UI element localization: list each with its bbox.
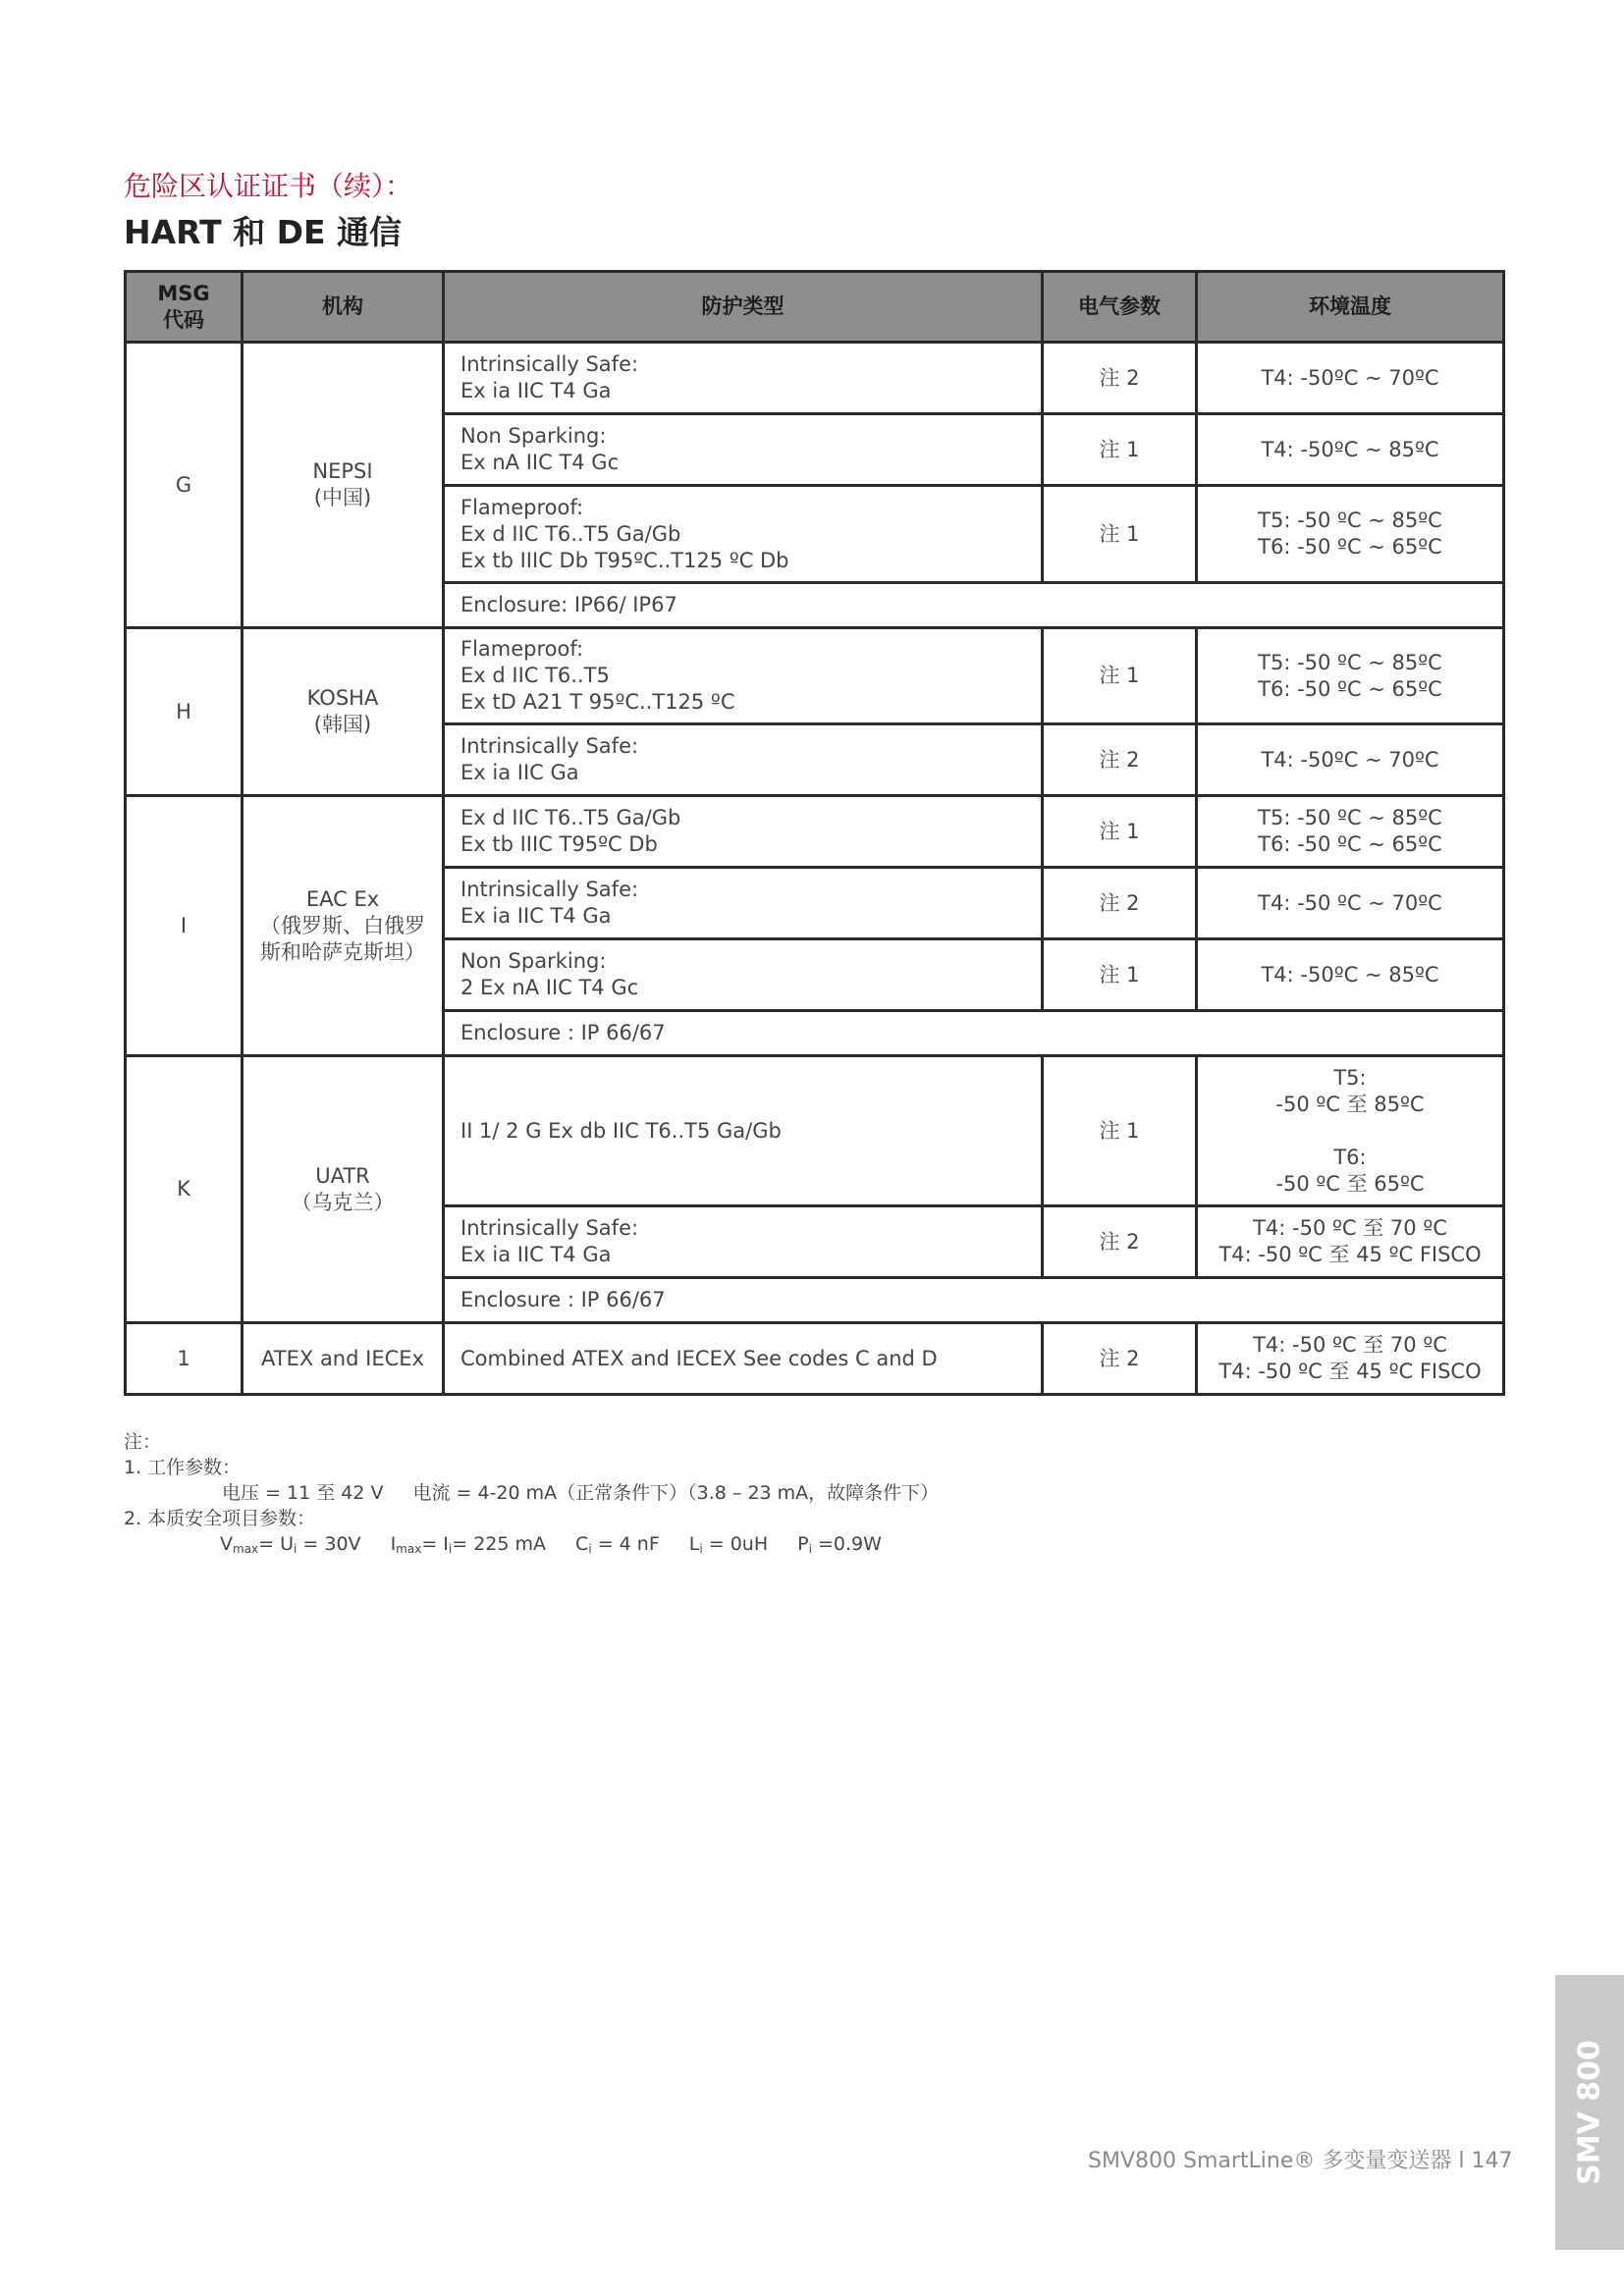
- enclosure-cell: Enclosure : IP 66/67: [444, 1011, 1504, 1056]
- table-row: [126, 796, 1504, 868]
- side-tab: [1555, 1975, 1624, 2250]
- param-voltage: $V_{max}= U_i = 30V$: [220, 1533, 361, 1556]
- header-protection-type: 防护类型: [444, 272, 1043, 343]
- protection-cell: Intrinsically Safe: Ex ia IIC T4 Ga: [444, 343, 1043, 414]
- electrical-cell: 注 1: [1043, 1056, 1197, 1206]
- temperature-cell: T4: -50ºC ~ 85ºC: [1197, 939, 1504, 1011]
- notes-heading: 注：: [124, 1431, 162, 1453]
- electrical-cell: 注 2: [1043, 343, 1197, 414]
- agency-cell: ATEX and IECEx: [243, 1323, 444, 1395]
- note-1-title: 1. 工作参数：: [124, 1457, 242, 1478]
- protection-cell: Intrinsically Safe: Ex ia IIC T4 Ga: [444, 868, 1043, 939]
- protection-cell: Non Sparking: Ex nA IIC T4 Gc: [444, 414, 1043, 486]
- header-msg-code: MSG 代码: [126, 272, 243, 343]
- protection-cell: Intrinsically Safe: Ex ia IIC Ga: [444, 724, 1043, 796]
- protection-cell: Ex d IIC T6..T5 Ga/Gb Ex tb IIIC T95ºC Db: [444, 796, 1043, 868]
- agency-cell: EAC Ex （俄罗斯、白俄罗 斯和哈萨克斯坦）: [243, 796, 444, 1056]
- table-row: [126, 343, 1504, 414]
- protection-cell: Flameproof: Ex d IIC T6..T5 Ex tD A21 T 95ºC..T125 ºC: [444, 628, 1043, 724]
- protection-cell: II 1/ 2 G Ex db IIC T6..T5 Ga/Gb: [444, 1056, 1043, 1206]
- temperature-cell: T4: -50 ºC 至 70 ºC T4: -50 ºC 至 45 ºC FISCO: [1197, 1206, 1504, 1278]
- table-row: [126, 628, 1504, 724]
- agency-cell: KOSHA (韩国): [243, 628, 444, 796]
- table-row: [126, 1323, 1504, 1395]
- certification-table: [124, 270, 1505, 1396]
- param-inductance: $L_i = 0uH$: [688, 1533, 769, 1556]
- electrical-cell: 注 2: [1043, 1323, 1197, 1395]
- header-agency: 机构: [243, 272, 444, 343]
- table-row: [126, 1056, 1504, 1206]
- param-current: $I_{max}= I_i= 225$ mA: [390, 1533, 547, 1556]
- temperature-cell: T4: -50 ºC ~ 70ºC: [1197, 868, 1504, 939]
- protection-cell: Non Sparking: 2 Ex nA IIC T4 Gc: [444, 939, 1043, 1011]
- electrical-cell: 注 2: [1043, 868, 1197, 939]
- electrical-cell: 注 1: [1043, 796, 1197, 868]
- current-range: 电流 = 4-20 mA（正常条件下）（3.8 – 23 mA，故障条件下）: [412, 1482, 940, 1504]
- msg-code-cell: K: [126, 1056, 243, 1323]
- electrical-cell: 注 1: [1043, 939, 1197, 1011]
- table-header-row: [126, 272, 1504, 343]
- note-2-title: 2. 本质安全项目参数：: [124, 1508, 316, 1529]
- msg-code-cell: 1: [126, 1323, 243, 1395]
- side-tab-label: SMV 800: [1572, 2040, 1607, 2185]
- protection-cell: Combined ATEX and IECEX See codes C and D: [444, 1323, 1043, 1395]
- temperature-cell: T5: -50 ºC ~ 85ºC T6: -50 ºC ~ 65ºC: [1197, 628, 1504, 724]
- intrinsic-safety-params: [124, 1531, 939, 1562]
- header-electrical-params: 电气参数: [1043, 272, 1197, 343]
- temperature-cell: T4: -50 ºC 至 70 ºC T4: -50 ºC 至 45 ºC FISCO: [1197, 1323, 1504, 1395]
- msg-code-cell: G: [126, 343, 243, 628]
- voltage-range: 电压 = 11 至 42 V: [222, 1482, 384, 1504]
- protection-cell: Flameproof: Ex d IIC T6..T5 Ga/Gb Ex tb IIIC Db T95ºC..T125 ºC Db: [444, 486, 1043, 583]
- electrical-cell: 注 1: [1043, 628, 1197, 724]
- msg-code-cell: I: [126, 796, 243, 1056]
- enclosure-cell: Enclosure : IP 66/67: [444, 1278, 1504, 1323]
- agency-cell: UATR （乌克兰）: [243, 1056, 444, 1323]
- temperature-cell: T5: -50 ºC ~ 85ºC T6: -50 ºC ~ 65ºC: [1197, 796, 1504, 868]
- param-power: $P_i =0.9W$: [797, 1533, 882, 1556]
- param-capacitance: $C_i = 4$ nF: [575, 1533, 660, 1556]
- temperature-cell: T5: -50 ºC ~ 85ºC T6: -50 ºC ~ 65ºC: [1197, 486, 1504, 583]
- header-ambient-temp: 环境温度: [1197, 272, 1504, 343]
- note-1-values: [124, 1480, 939, 1506]
- notes-section: [124, 1429, 939, 1562]
- page-footer: SMV800 SmartLine® 多变量变送器 l 147: [1088, 2149, 1513, 2173]
- msg-code-cell: H: [126, 628, 243, 796]
- temperature-cell: T4: -50ºC ~ 70ºC: [1197, 724, 1504, 796]
- agency-cell: NEPSI (中国): [243, 343, 444, 628]
- protection-cell: Intrinsically Safe: Ex ia IIC T4 Ga: [444, 1206, 1043, 1278]
- electrical-cell: 注 2: [1043, 1206, 1197, 1278]
- section-subtitle: 危险区认证证书（续）：: [124, 170, 413, 202]
- electrical-cell: 注 1: [1043, 414, 1197, 486]
- electrical-cell: 注 1: [1043, 486, 1197, 583]
- enclosure-cell: Enclosure: IP66/ IP67: [444, 583, 1504, 628]
- temperature-cell: T5: -50 ºC 至 85ºC T6: -50 ºC 至 65ºC: [1197, 1056, 1504, 1206]
- electrical-cell: 注 2: [1043, 724, 1197, 796]
- page-title: HART 和 DE 通信: [124, 213, 402, 251]
- temperature-cell: T4: -50ºC ~ 70ºC: [1197, 343, 1504, 414]
- temperature-cell: T4: -50ºC ~ 85ºC: [1197, 414, 1504, 486]
